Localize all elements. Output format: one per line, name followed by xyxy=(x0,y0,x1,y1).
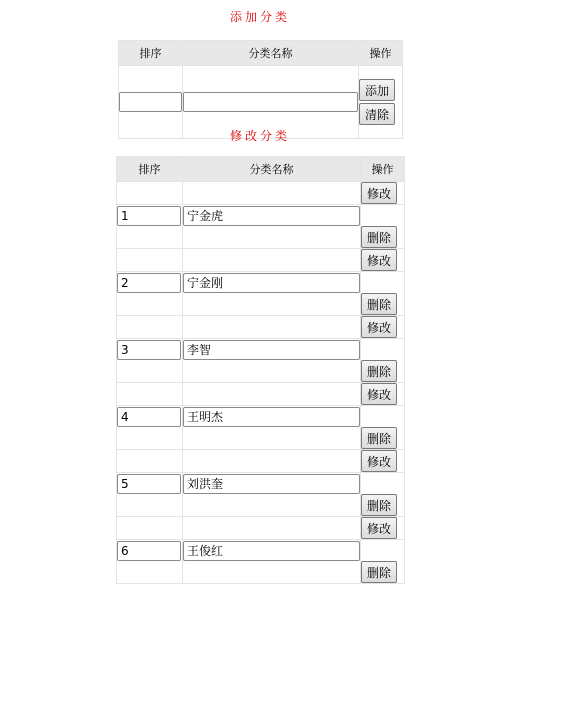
empty-cell xyxy=(361,406,405,428)
edit-category-table xyxy=(116,156,405,584)
empty-cell xyxy=(183,226,361,249)
new-name-input[interactable] xyxy=(183,92,358,112)
add-category-table xyxy=(118,40,403,139)
table-row xyxy=(117,339,405,361)
delete-button[interactable]: 删除 xyxy=(361,226,397,248)
empty-cell xyxy=(117,450,183,473)
empty-cell xyxy=(117,494,183,517)
empty-cell xyxy=(117,360,183,383)
empty-cell xyxy=(117,427,183,450)
action-cell xyxy=(361,450,405,473)
name-input[interactable] xyxy=(183,273,360,293)
action-cell xyxy=(361,226,405,249)
empty-cell xyxy=(183,316,361,339)
empty-cell xyxy=(361,540,405,562)
order-cell xyxy=(117,205,183,227)
order-cell xyxy=(117,406,183,428)
empty-cell xyxy=(183,182,361,205)
table-row xyxy=(117,406,405,428)
column-header-action: 操作 xyxy=(361,157,405,182)
empty-cell xyxy=(117,561,183,584)
modify-button[interactable]: 修改 xyxy=(361,517,397,539)
empty-cell xyxy=(183,427,361,450)
modify-button[interactable]: 修改 xyxy=(361,249,397,271)
column-header-order: 排序 xyxy=(117,157,183,182)
edit-section-title: 修改分类 xyxy=(229,129,290,143)
action-cell xyxy=(361,427,405,450)
table-row xyxy=(117,450,405,473)
delete-button[interactable]: 删除 xyxy=(361,360,397,382)
name-cell xyxy=(183,272,361,294)
modify-button[interactable]: 修改 xyxy=(361,182,397,204)
empty-cell xyxy=(183,561,361,584)
empty-cell xyxy=(117,182,183,205)
empty-cell xyxy=(361,473,405,495)
action-cell xyxy=(361,360,405,383)
empty-cell xyxy=(361,272,405,294)
table-row xyxy=(117,205,405,227)
column-header-action: 操作 xyxy=(359,41,403,66)
action-cell xyxy=(361,517,405,540)
table-row xyxy=(117,249,405,272)
name-input[interactable] xyxy=(183,407,360,427)
order-cell xyxy=(117,339,183,361)
empty-cell xyxy=(183,494,361,517)
name-cell xyxy=(183,339,361,361)
edit-rows xyxy=(117,182,405,584)
add-section-title: 添加分类 xyxy=(229,10,290,24)
table-row xyxy=(117,316,405,339)
empty-cell xyxy=(117,293,183,316)
empty-cell xyxy=(117,517,183,540)
order-cell xyxy=(117,473,183,495)
empty-cell xyxy=(183,383,361,406)
modify-button[interactable]: 修改 xyxy=(361,383,397,405)
column-header-order: 排序 xyxy=(119,41,183,66)
table-header-row xyxy=(117,157,405,182)
empty-cell xyxy=(117,226,183,249)
table-row xyxy=(117,272,405,294)
modify-button[interactable]: 修改 xyxy=(361,450,397,472)
empty-cell xyxy=(361,339,405,361)
table-row xyxy=(117,360,405,383)
action-cell xyxy=(361,561,405,584)
table-row xyxy=(117,383,405,406)
table-row xyxy=(117,226,405,249)
order-input[interactable] xyxy=(117,340,181,360)
empty-cell xyxy=(183,249,361,272)
delete-button[interactable]: 删除 xyxy=(361,494,397,516)
name-cell xyxy=(183,205,361,227)
table-row xyxy=(117,293,405,316)
empty-cell xyxy=(183,360,361,383)
empty-cell xyxy=(183,450,361,473)
name-cell xyxy=(183,473,361,495)
empty-cell xyxy=(183,293,361,316)
column-header-name: 分类名称 xyxy=(183,157,361,182)
table-row xyxy=(117,473,405,495)
order-cell xyxy=(117,272,183,294)
add-button[interactable]: 添加 xyxy=(359,79,395,101)
clear-button[interactable]: 清除 xyxy=(359,103,395,125)
delete-button[interactable]: 删除 xyxy=(361,427,397,449)
action-cell xyxy=(361,316,405,339)
action-cell xyxy=(361,249,405,272)
table-row xyxy=(117,427,405,450)
empty-cell xyxy=(183,517,361,540)
order-input[interactable] xyxy=(117,474,181,494)
column-header-name: 分类名称 xyxy=(183,41,359,66)
order-input[interactable] xyxy=(117,273,181,293)
new-order-input[interactable] xyxy=(119,92,182,112)
action-cell xyxy=(361,182,405,205)
order-input[interactable] xyxy=(117,407,181,427)
empty-cell xyxy=(117,316,183,339)
table-row xyxy=(117,182,405,205)
empty-cell xyxy=(117,383,183,406)
modify-button[interactable]: 修改 xyxy=(361,316,397,338)
name-cell xyxy=(183,540,361,562)
empty-cell xyxy=(117,249,183,272)
order-cell xyxy=(117,540,183,562)
action-cell xyxy=(361,383,405,406)
action-cell xyxy=(361,293,405,316)
name-input[interactable] xyxy=(183,340,360,360)
table-row xyxy=(117,494,405,517)
table-row xyxy=(117,540,405,562)
table-row xyxy=(117,517,405,540)
delete-button[interactable]: 删除 xyxy=(361,293,397,315)
table-row xyxy=(117,561,405,584)
name-input[interactable] xyxy=(183,206,360,226)
order-input[interactable] xyxy=(117,541,181,561)
table-header-row xyxy=(119,41,403,66)
delete-button[interactable]: 删除 xyxy=(361,561,397,583)
name-input[interactable] xyxy=(183,541,360,561)
name-cell xyxy=(183,406,361,428)
order-input[interactable] xyxy=(117,206,181,226)
empty-cell xyxy=(361,205,405,227)
name-input[interactable] xyxy=(183,474,360,494)
action-cell xyxy=(361,494,405,517)
